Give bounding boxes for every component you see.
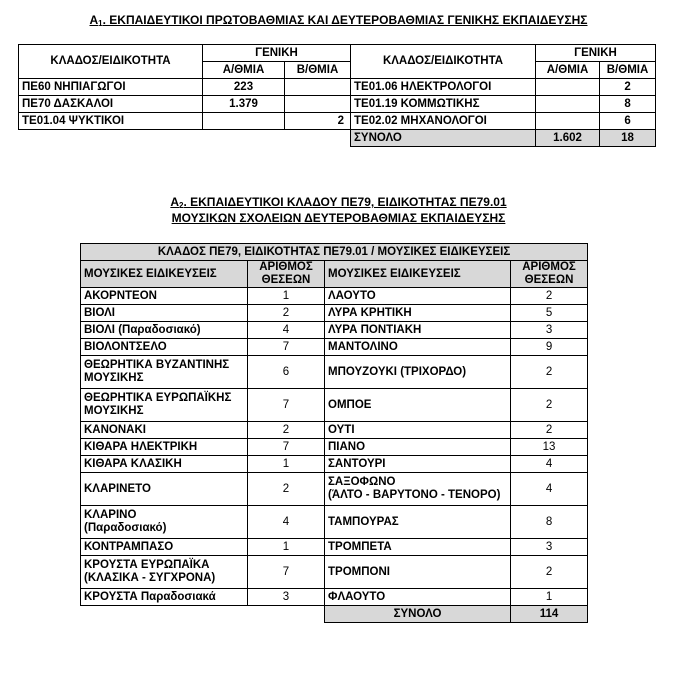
left-a-value [203, 113, 285, 130]
total-row [19, 130, 656, 147]
specialty-right: ΜΑΝΤΟΛΙΝΟ [325, 339, 511, 356]
count-left: 7 [248, 339, 325, 356]
specialty-header-right: ΚΛΑΔΟΣ/ΕΙΔΙΚΟΤΗΤΑ [351, 45, 536, 79]
section2-title: $A_2$. ΕΚΠΑΙΔΕΥΤΙΚΟΙ ΚΛΑΔΟΥ ΠΕ79, ΕΙΔΙΚΟΤΗΤΑΣ ΠΕ79.01 [170, 195, 507, 210]
specialty-right: ΛΑΟΥΤΟ [325, 288, 511, 305]
right-a-value [536, 96, 600, 113]
total-label: ΣΥΝΟΛΟ [351, 130, 536, 147]
table-row [81, 339, 588, 356]
empty-cell [19, 130, 351, 147]
count-right: 9 [511, 339, 588, 356]
music-specialties-table [80, 243, 588, 623]
specialty-right: ΟΜΠΟΕ [325, 389, 511, 422]
table-row [81, 288, 588, 305]
count-left: 1 [248, 456, 325, 473]
specialty-right: ΛΥΡΑ ΠΟΝΤΙΑΚΗ [325, 322, 511, 339]
total-value: 114 [511, 606, 588, 623]
total-label: ΣΥΝΟΛΟ [325, 606, 511, 623]
count-right: 8 [511, 506, 588, 539]
right-b-value: 2 [600, 79, 656, 96]
table-row [19, 113, 656, 130]
count-right: 5 [511, 305, 588, 322]
specialty-left: ΚΑΝΟΝΑΚΙ [81, 422, 248, 439]
count-left: 7 [248, 389, 325, 422]
specialty-right: ΤΡΟΜΠΕΤΑ [325, 539, 511, 556]
table-row [81, 356, 588, 389]
right-b-value: 6 [600, 113, 656, 130]
general-header-right: ΓΕΝΙΚΗ [536, 45, 656, 62]
table-row [19, 79, 656, 96]
count-left: 3 [248, 589, 325, 606]
left-a-value: 1.379 [203, 96, 285, 113]
specialty-right: ΛΥΡΑ ΚΡΗΤΙΚΗ [325, 305, 511, 322]
count-right: 4 [511, 456, 588, 473]
count-left: 2 [248, 422, 325, 439]
table-row [81, 506, 588, 539]
table-row [81, 456, 588, 473]
specialty-right: ΣΑΞΟΦΩΝΟ (ΆΛΤΟ - ΒΑΡΥΤΟΝΟ - ΤΕΝΟΡΟ) [325, 473, 511, 506]
empty-cell [81, 606, 325, 623]
count-left: 4 [248, 506, 325, 539]
table-row [81, 305, 588, 322]
count-left: 7 [248, 556, 325, 589]
specialty-left: ΚΙΘΑΡΑ ΗΛΕΚΤΡΙΚΗ [81, 439, 248, 456]
specialty-left: ΒΙΟΛΙ (Παραδοσιακό) [81, 322, 248, 339]
specialty-left: ΚΙΘΑΡΑ ΚΛΑΣΙΚΗ [81, 456, 248, 473]
left-a-value: 223 [203, 79, 285, 96]
specialty-left: ΒΙΟΛΟΝΤΣΕΛΟ [81, 339, 248, 356]
total-row [81, 606, 588, 623]
left-b-value [285, 96, 351, 113]
count-left: 2 [248, 305, 325, 322]
specialty-right: ΣΑΝΤΟΥΡΙ [325, 456, 511, 473]
count-right: 4 [511, 473, 588, 506]
left-b-value [285, 79, 351, 96]
section2-title-line2: ΜΟΥΣΙΚΩΝ ΣΧΟΛΕΙΩΝ ΔΕΥΤΕΡΟΒΑΘΜΙΑΣ ΕΚΠΑΙΔΕΥΣΗΣ [171, 211, 506, 225]
count-header-left: ΑΡΙΘΜΟΣ ΘΕΣΕΩΝ [248, 261, 325, 288]
count-left: 7 [248, 439, 325, 456]
right-a-value [536, 113, 600, 130]
count-right: 13 [511, 439, 588, 456]
specialty-left: ΚΛΑΡΙΝΕΤΟ [81, 473, 248, 506]
specialty-header-left: ΚΛΑΔΟΣ/ΕΙΔΙΚΟΤΗΤΑ [19, 45, 203, 79]
section1-title: $A_1$. ΕΚΠΑΙΔΕΥΤΙΚΟΙ ΠΡΩΤΟΒΑΘΜΙΑΣ ΚΑΙ ΔΕΥΤΕΡΟΒΑΘΜΙΑΣ ΓΕΝΙΚΗΣ ΕΚΠΑΙΔΕΥΣΗΣ [89, 13, 588, 28]
table-row [81, 322, 588, 339]
right-b-value: 8 [600, 96, 656, 113]
table-row [81, 589, 588, 606]
specialty-right: ΤΡΟΜΠΟΝΙ [325, 556, 511, 589]
count-right: 2 [511, 556, 588, 589]
count-left: 2 [248, 473, 325, 506]
count-right: 3 [511, 539, 588, 556]
right-specialty: ΤΕ01.06 ΗΛΕΚΤΡΟΛΟΓΟΙ [351, 79, 536, 96]
table-row [19, 96, 656, 113]
specialty-left: ΒΙΟΛΙ [81, 305, 248, 322]
right-a-value [536, 79, 600, 96]
count-left: 1 [248, 288, 325, 305]
left-specialty: ΠΕ60 ΝΗΠΙΑΓΩΓΟΙ [19, 79, 203, 96]
specialty-right: ΟΥΤΙ [325, 422, 511, 439]
count-left: 1 [248, 539, 325, 556]
count-header-right: ΑΡΙΘΜΟΣ ΘΕΣΕΩΝ [511, 261, 588, 288]
total-a-value: 1.602 [536, 130, 600, 147]
general-header-left: ΓΕΝΙΚΗ [203, 45, 351, 62]
specialty-right: ΜΠΟΥΖΟΥΚΙ (ΤΡΙΧΟΡΔΟ) [325, 356, 511, 389]
specialty-left: ΚΟΝΤΡΑΜΠΑΣΟ [81, 539, 248, 556]
specialty-left: ΘΕΩΡΗΤΙΚΑ ΒΥΖΑΝΤΙΝΗΣ ΜΟΥΣΙΚΗΣ [81, 356, 248, 389]
right-specialty: ΤΕ02.02 ΜΗΧΑΝΟΛΟΓΟΙ [351, 113, 536, 130]
left-specialty: ΤΕ01.04 ΨΥΚΤΙΚΟΙ [19, 113, 203, 130]
table-row [81, 556, 588, 589]
a-level-header-left: Α/ΘΜΙΑ [203, 62, 285, 79]
specialty-left: ΘΕΩΡΗΤΙΚΑ ΕΥΡΩΠΑΪΚΗΣ ΜΟΥΣΙΚΗΣ [81, 389, 248, 422]
table-row [81, 473, 588, 506]
specialties-header-left: ΜΟΥΣΙΚΕΣ ΕΙΔΙΚΕΥΣΕΙΣ [81, 261, 248, 288]
total-b-value: 18 [600, 130, 656, 147]
count-right: 2 [511, 389, 588, 422]
table-row [81, 539, 588, 556]
count-right: 3 [511, 322, 588, 339]
count-right: 2 [511, 288, 588, 305]
specialty-right: ΤΑΜΠΟΥΡΑΣ [325, 506, 511, 539]
a-level-header-right: Α/ΘΜΙΑ [536, 62, 600, 79]
b-level-header-left: Β/ΘΜΙΑ [285, 62, 351, 79]
table-row [81, 422, 588, 439]
table-row [81, 439, 588, 456]
left-specialty: ΠΕ70 ΔΑΣΚΑΛΟΙ [19, 96, 203, 113]
count-right: 2 [511, 422, 588, 439]
count-right: 1 [511, 589, 588, 606]
table-banner: ΚΛΑΔΟΣ ΠΕ79, ΕΙΔΙΚΟΤΗΤΑΣ ΠΕ79.01 / ΜΟΥΣΙΚΕΣ ΕΙΔΙΚΕΥΣΕΙΣ [81, 244, 588, 261]
specialty-left: ΑΚΟΡΝΤΕΟΝ [81, 288, 248, 305]
count-left: 6 [248, 356, 325, 389]
b-level-header-right: Β/ΘΜΙΑ [600, 62, 656, 79]
table-row [81, 389, 588, 422]
count-right: 2 [511, 356, 588, 389]
count-left: 4 [248, 322, 325, 339]
specialties-header-right: ΜΟΥΣΙΚΕΣ ΕΙΔΙΚΕΥΣΕΙΣ [325, 261, 511, 288]
specialty-right: ΦΛΑΟΥΤΟ [325, 589, 511, 606]
specialty-right: ΠΙΑΝΟ [325, 439, 511, 456]
left-b-value: 2 [285, 113, 351, 130]
specialty-left: ΚΡΟΥΣΤΑ Παραδοσιακά [81, 589, 248, 606]
specialty-left: ΚΡΟΥΣΤΑ ΕΥΡΩΠΑΪΚΑ (ΚΛΑΣΙΚΑ - ΣΥΓΧΡΟΝΑ) [81, 556, 248, 589]
general-education-table [18, 44, 656, 147]
specialty-left: ΚΛΑΡΙΝΟ (Παραδοσιακό) [81, 506, 248, 539]
right-specialty: ΤΕ01.19 ΚΟΜΜΩΤΙΚΗΣ [351, 96, 536, 113]
